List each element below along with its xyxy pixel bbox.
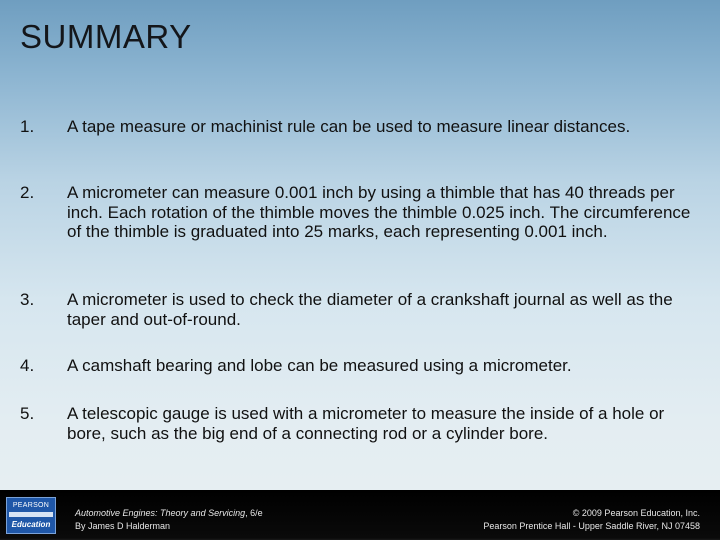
item-number: 2. <box>20 183 35 202</box>
item-number: 5. <box>20 404 35 423</box>
item-text: A micrometer is used to check the diameter of a crankshaft journal as well as the taper and out-of-round. <box>67 290 673 329</box>
publisher-text: Pearson Prentice Hall - Upper Saddle River, NJ 07458 <box>483 521 700 531</box>
footer-bar <box>0 490 720 540</box>
item-number: 4. <box>20 356 35 375</box>
footer-copyright-info <box>483 507 700 533</box>
item-text: A camshaft bearing and lobe can be measured using a micrometer. <box>67 356 572 375</box>
logo-text-bottom: Education <box>11 520 51 529</box>
item-text: A tape measure or machinist rule can be used to measure linear distances. <box>67 117 631 136</box>
book-edition: , 6/e <box>245 508 263 518</box>
slide-title: SUMMARY <box>20 18 192 55</box>
footer-book-info <box>75 507 263 533</box>
item-text: A telescopic gauge is used with a micrometer to measure the inside of a hole or bore, such as the big end of a connecting rod or a cylinder bore. <box>67 404 665 443</box>
pearson-logo <box>6 497 56 534</box>
item-number: 1. <box>20 117 35 136</box>
book-author: By James D Halderman <box>75 521 171 531</box>
book-line <box>75 507 263 520</box>
item-text: A micrometer can measure 0.001 inch by using a thimble that has 40 threads per inch. Each rotation of the thimble moves the thimble 0.025 inch. The circumference of the thimble is graduated into 25 marks, each representing 0.001 inch. <box>67 183 691 241</box>
logo-text-top: PEARSON <box>12 502 50 509</box>
item-number: 3. <box>20 290 35 309</box>
logo-band <box>9 512 53 517</box>
book-title: Automotive Engines: Theory and Servicing <box>75 508 246 518</box>
copyright-text: © 2009 Pearson Education, Inc. <box>572 508 700 518</box>
